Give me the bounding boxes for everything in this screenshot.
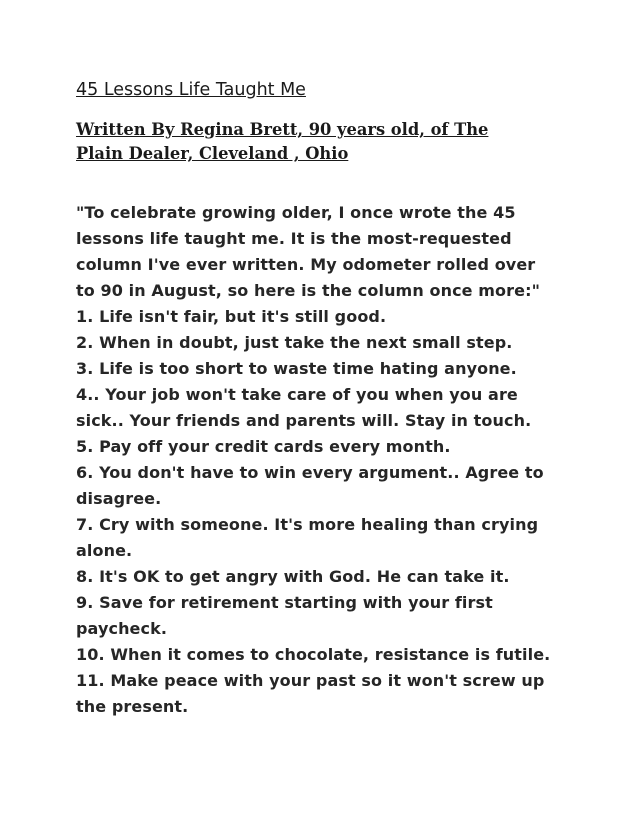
lesson-item: 7. Cry with someone. It's more healing than crying alone. <box>76 515 539 560</box>
lesson-item: 2. When in doubt, just take the next small step. <box>76 333 513 352</box>
lesson-item: 3. Life is too short to waste time hating anyone. <box>76 359 517 378</box>
document-title: 45 Lessons Life Taught Me <box>76 80 306 100</box>
lesson-item: 6. You don't have to win every argument.. Agree to disagree. <box>76 463 544 508</box>
author-byline: Written By Regina Brett, 90 years old, of The Plain Dealer, Cleveland , Ohio <box>76 120 489 163</box>
lesson-item: 11. Make peace with your past so it won't screw up the present. <box>76 671 545 716</box>
lesson-item: 1. Life isn't fair, but it's still good. <box>76 307 387 326</box>
lesson-item: 9. Save for retirement starting with your first paycheck. <box>76 593 493 638</box>
lesson-item: 4.. Your job won't take care of you when you are sick.. Your friends and parents will. Stay in touch. <box>76 385 532 430</box>
lesson-item: 5. Pay off your credit cards every month. <box>76 437 451 456</box>
intro-paragraph: "To celebrate growing older, I once wrote the 45 lessons life taught me. It is the most-requested column I've ever written. My odometer rolled over to 90 in August, so here is the column once more:" <box>76 203 541 300</box>
lesson-item: 8. It's OK to get angry with God. He can take it. <box>76 567 510 586</box>
lesson-item: 10. When it comes to chocolate, resistance is futile. <box>76 645 551 664</box>
lessons-list <box>76 304 566 720</box>
document-page <box>76 78 576 720</box>
